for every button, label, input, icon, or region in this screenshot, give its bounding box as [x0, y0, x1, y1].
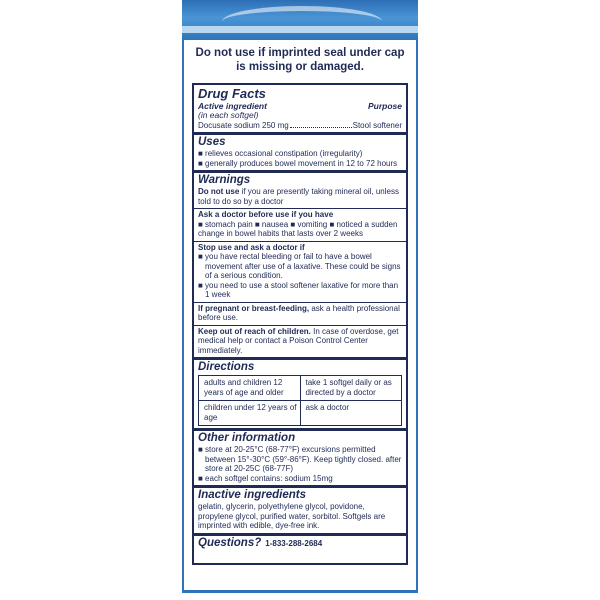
dot-leader: [290, 127, 352, 128]
do-not-use-label: Do not use: [198, 187, 240, 196]
ingredient-purpose: Stool softener: [352, 120, 402, 130]
directions-dose: take 1 softgel daily or as directed by a doctor: [300, 376, 402, 401]
other-info-title: Other information: [198, 432, 296, 444]
questions-row: [198, 537, 402, 550]
pregnancy-label: If pregnant or breast-feeding,: [198, 303, 310, 313]
uses-item: ■ generally produces bowel movement in 12 to 72 hours: [198, 158, 398, 168]
stop-use-block: [194, 241, 406, 300]
stop-use-item: ■ you need to use a stool softener laxative for more than 1 week: [198, 280, 399, 299]
warnings-section: [194, 173, 406, 360]
directions-table: [198, 375, 402, 426]
box-edge-bottom: [182, 590, 418, 593]
keep-out-label: Keep out of reach of children.: [198, 326, 311, 336]
directions-who: adults and children 12 years of age and older: [199, 376, 301, 401]
active-ingredient-header: Active ingredient: [198, 101, 267, 111]
questions-section: [194, 536, 406, 552]
ingredient-name: Docusate sodium 250 mg: [198, 120, 289, 130]
other-info-section: [194, 431, 406, 488]
other-info-item: ■ each softgel contains: sodium 15mg: [198, 473, 333, 483]
box-edge-right: [416, 40, 418, 593]
inactive-section: [194, 488, 406, 536]
questions-phone: 1-833-288-2684: [265, 538, 323, 548]
do-not-use-text: [198, 187, 402, 206]
keep-out-block: [194, 325, 406, 356]
directions-title: Directions: [198, 361, 255, 373]
box-top-flap: [182, 0, 418, 40]
warnings-title: Warnings: [198, 174, 251, 186]
ask-doctor-title: Ask a doctor before use if you have: [198, 210, 334, 219]
table-row: [199, 376, 402, 401]
brand-stripe: [182, 26, 418, 33]
directions-who: children under 12 years of age: [199, 401, 301, 426]
purpose-header: Purpose: [367, 101, 402, 111]
box-edge-left: [182, 40, 184, 593]
ask-doctor-block: [194, 208, 406, 239]
table-row: [199, 401, 402, 426]
keep-out-body: In case of overdose, get medical help or contact a Poison Control Center immediately.: [198, 326, 399, 355]
per-unit-note: (in each softgel): [198, 110, 259, 120]
questions-title: Questions?: [198, 536, 262, 549]
uses-section: [194, 135, 406, 173]
pregnancy-block: [194, 302, 406, 323]
pregnancy-text: [198, 304, 402, 323]
directions-section: [194, 360, 406, 431]
inactive-text: gelatin, glycerin, polyethylene glycol, povidone, propylene glycol, purified water, sorbitol. Softgels are imprinted with edible, dye-free ink.: [198, 502, 386, 530]
stop-use-item: ■ you have rectal bleeding or fail to have a bowel movement after use of a laxative. These could be signs of a serious condition.: [198, 252, 401, 280]
keep-out-text: [198, 327, 402, 356]
ask-doctor-text: ■ stomach pain ■ nausea ■ vomiting ■ noticed a sudden change in bowel habits that lasts over 2 weeks: [198, 219, 398, 238]
uses-title: Uses: [198, 136, 226, 148]
drug-facts-title: Drug Facts: [198, 86, 266, 101]
ingredient-row: [198, 121, 402, 131]
uses-item: ■ relieves occasional constipation (irregularity): [198, 149, 363, 158]
drug-facts-panel: [192, 83, 408, 565]
stop-use-title: Stop use and ask a doctor if: [198, 242, 305, 252]
do-not-use-body: if you are presently taking mineral oil, unless told to do so by a doctor: [198, 187, 399, 206]
product-box: [182, 0, 418, 593]
other-info-item: ■ store at 20-25°C (68-77°F) excursions permitted between 15°-30°C (59°-86°F). Keep tightly closed. after store at 20-25C (68-77F): [198, 445, 402, 473]
pregnancy-body: ask a health professional before use.: [198, 303, 400, 322]
inactive-title: Inactive ingredients: [198, 489, 307, 501]
drug-facts-section: [194, 85, 406, 135]
directions-dose: ask a doctor: [300, 401, 402, 426]
seal-warning: Do not use if imprinted seal under cap is missing or damaged.: [195, 47, 405, 73]
